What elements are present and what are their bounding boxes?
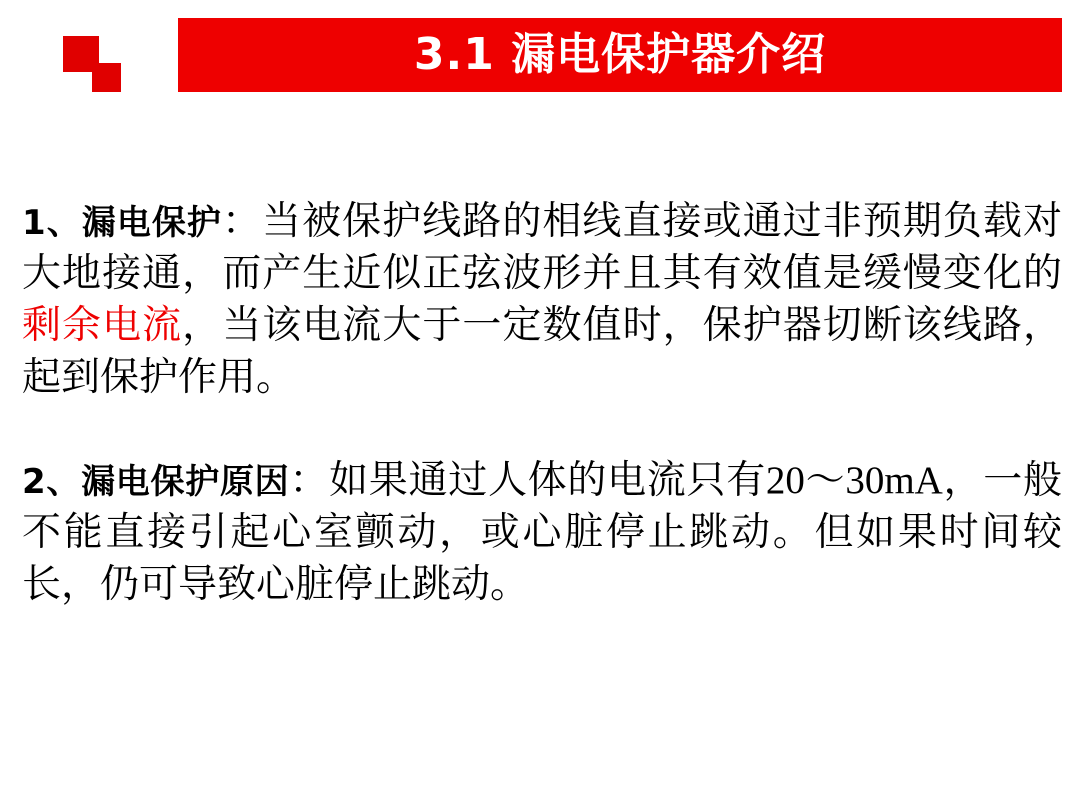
paragraph-1-body-before: 当被保护线路的相线直接或通过非预期负载对大地接通，而产生近似正弦波形并且其有效值是缓慢变化的 xyxy=(22,200,1062,295)
paragraph-1-highlight: 剩余电流 xyxy=(22,303,183,347)
paragraph-1-lead: 漏电保护 xyxy=(81,203,222,243)
paragraph-2-lead: 漏电保护原因 xyxy=(81,462,290,503)
page-title: 3.1 漏电保护器介绍 xyxy=(413,29,827,80)
paragraph-1-index: 1、 xyxy=(22,203,82,243)
paragraph-1-body-after: ，当该电流大于一定数值时，保护器切断该线路，起到保护作用。 xyxy=(22,303,1062,399)
paragraph-2 xyxy=(22,455,1062,611)
paragraph-2-index: 2、 xyxy=(22,462,82,503)
paragraph-2-colon: ： xyxy=(289,459,330,503)
slide-body xyxy=(22,196,1062,611)
paragraph-2-body-before: 如果通过人体的电流只有20～30mA，一般不能直接引起心室颤动，或心脏停止跳动。但如果时间较长，仍可导致心脏停止跳动。 xyxy=(22,459,1062,607)
paragraph-1-colon: ： xyxy=(221,200,263,243)
paragraph-1 xyxy=(22,196,1062,403)
logo-square-small xyxy=(92,63,121,92)
red-squares-logo xyxy=(63,36,129,92)
slide-header xyxy=(0,0,1080,115)
title-banner xyxy=(178,18,1062,92)
